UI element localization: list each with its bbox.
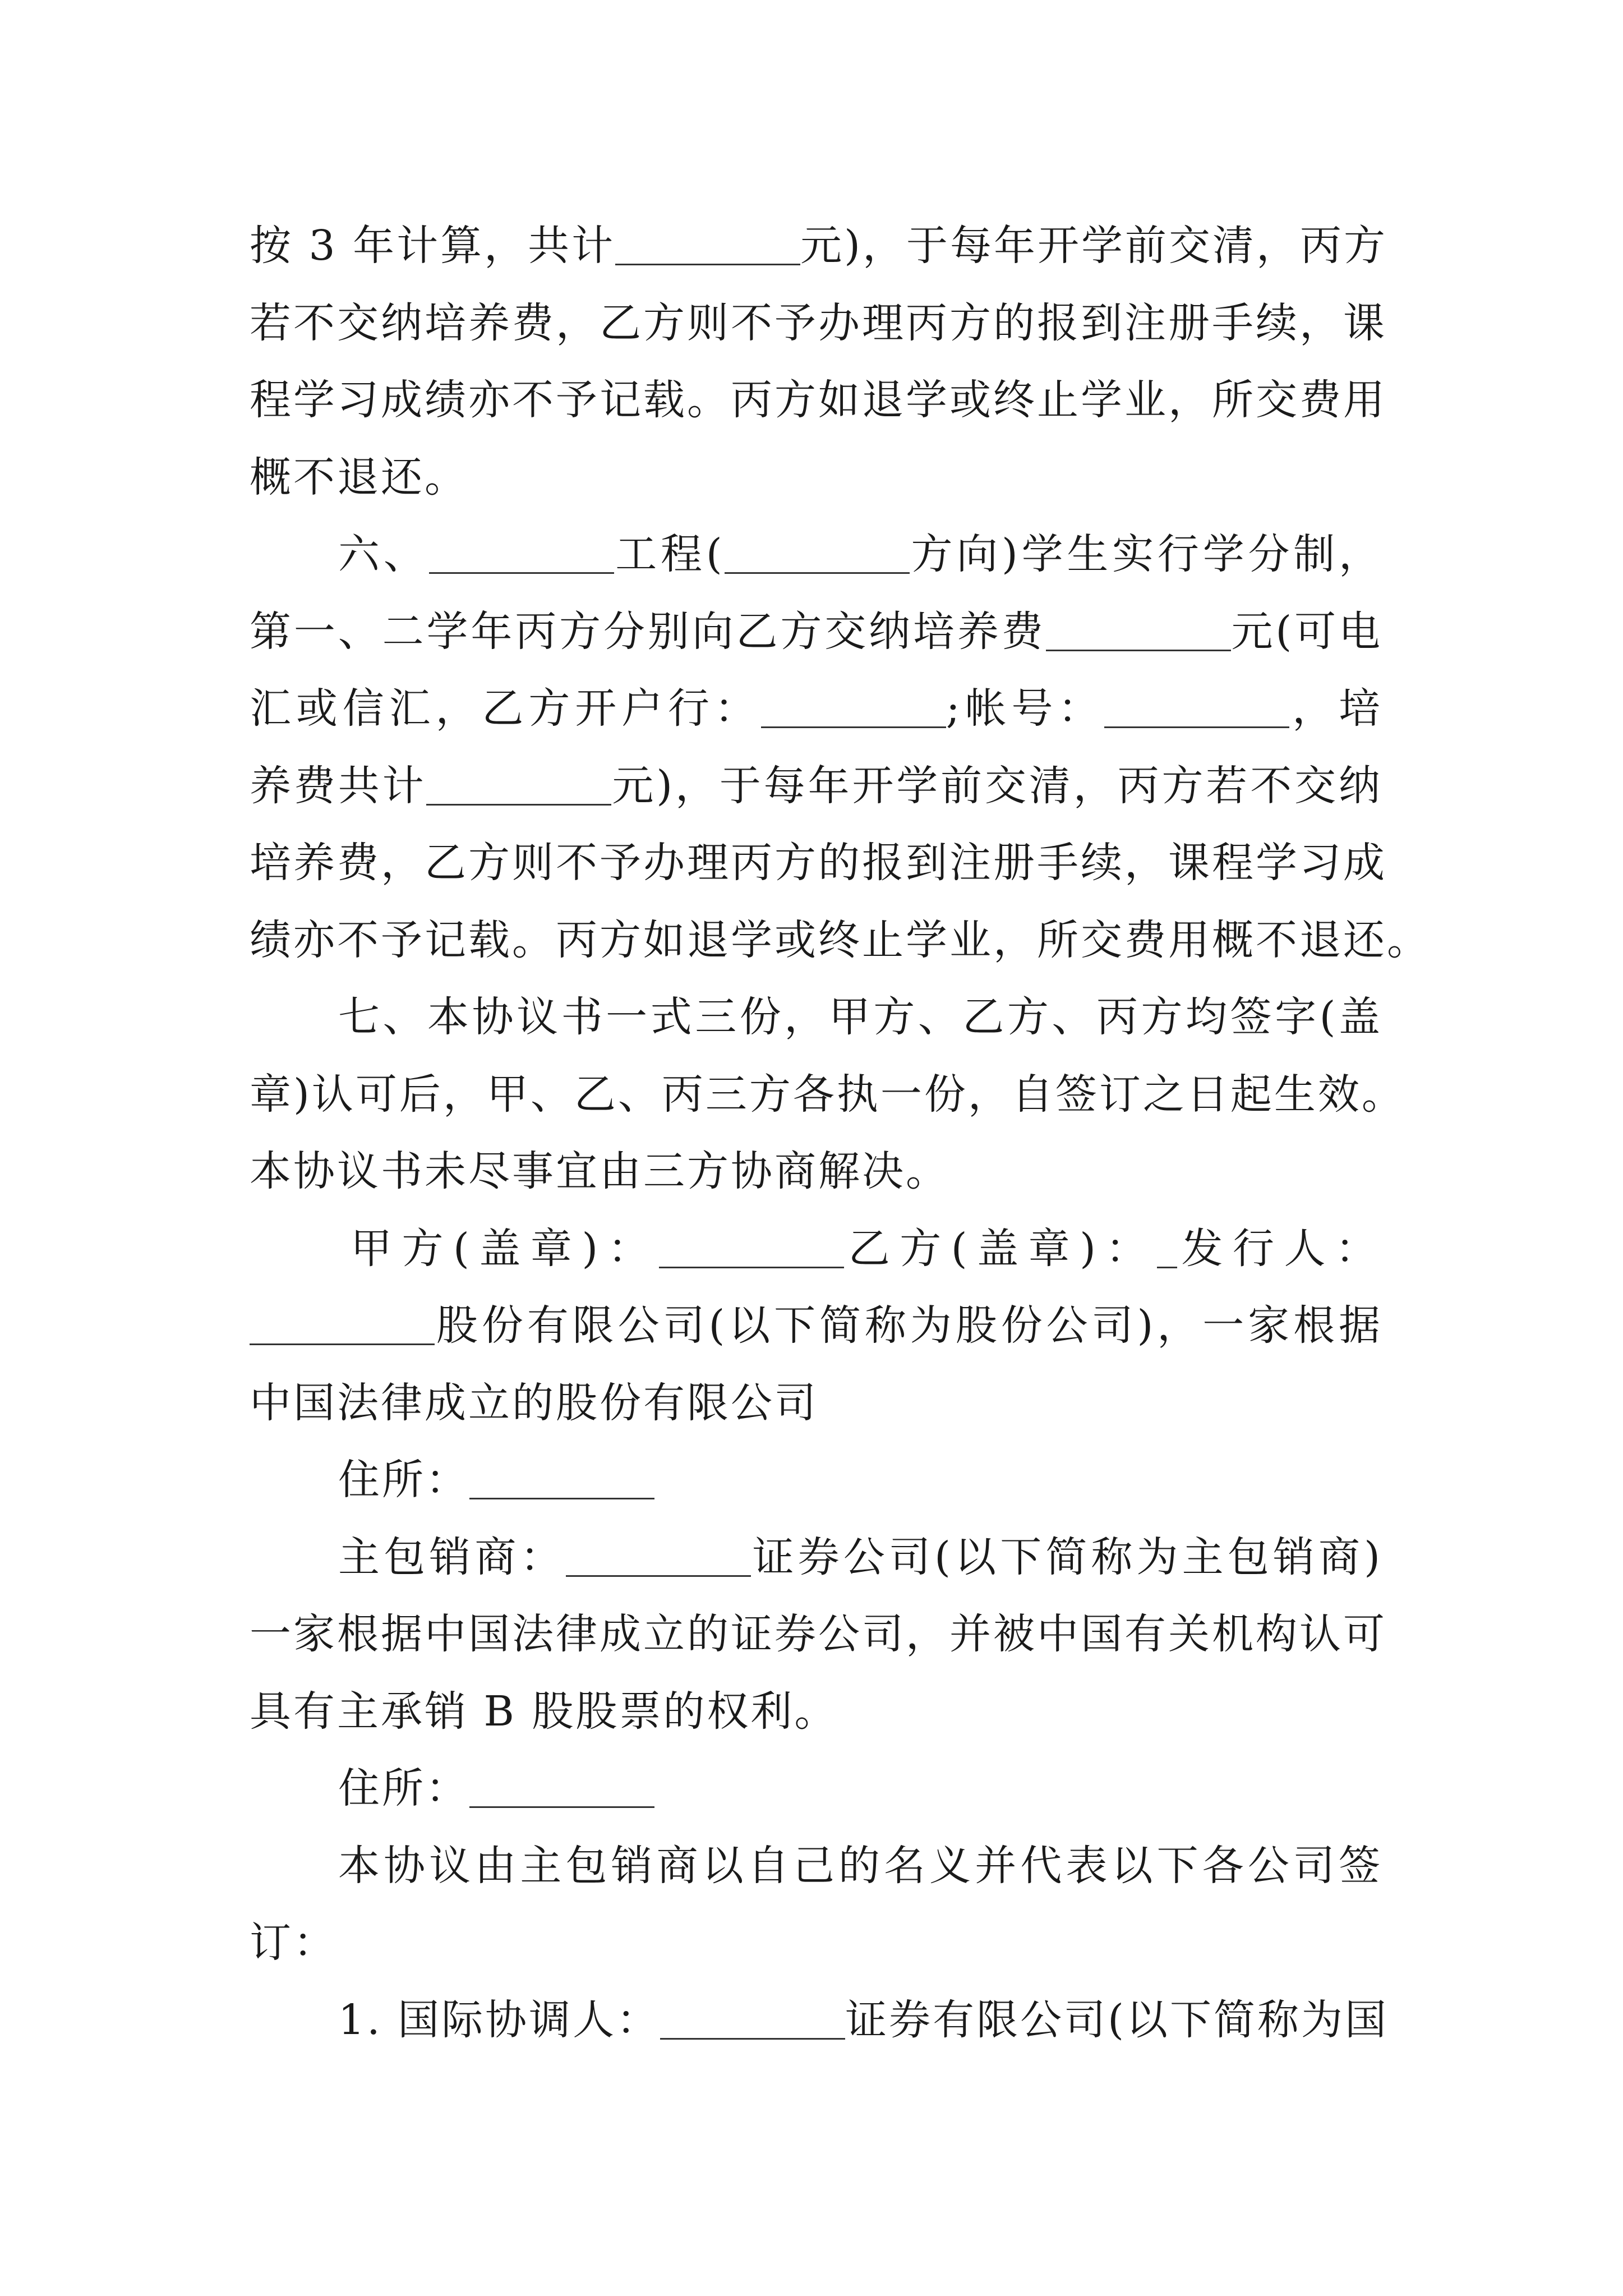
- text-segment: 绩亦不予记载。丙方如退学或终止学业，所交费用概不退还。: [250, 915, 1431, 964]
- text-segment: 具有主承销 B 股股票的权利。: [250, 1687, 838, 1736]
- blank-field: [426, 770, 611, 806]
- blank-field: [659, 1233, 844, 1268]
- blank-field: [660, 2004, 845, 2040]
- text-line: [250, 439, 1382, 517]
- text-segment: 主包销商：: [338, 1533, 566, 1581]
- blank-field: [1157, 1233, 1177, 1268]
- blank-field: [615, 230, 800, 265]
- text-segment: 住所：: [338, 1764, 469, 1812]
- text-line: [250, 1056, 1405, 1134]
- text-line: [250, 1596, 1387, 1673]
- text-segment: 股份有限公司(以下简称为股份公司)，一家根据: [435, 1301, 1382, 1350]
- text-segment: 元(可电: [1230, 607, 1383, 656]
- text-segment: ，培: [1289, 684, 1383, 733]
- blank-field: [761, 693, 946, 728]
- text-line: [250, 1673, 1382, 1751]
- blank-field: [1104, 693, 1289, 728]
- text-line: [250, 1365, 1382, 1442]
- text-segment: 1. 国际协调人：: [338, 1995, 661, 2044]
- text-line: [250, 285, 1387, 362]
- blank-field: [429, 539, 614, 574]
- text-line: [250, 208, 1388, 285]
- text-segment: 汇或信汇，乙方开户行：: [250, 684, 761, 733]
- text-line: [250, 593, 1382, 671]
- blank-field: [469, 1464, 654, 1499]
- text-line: [250, 362, 1387, 439]
- text-segment: 订：: [250, 1918, 337, 1967]
- text-segment: 程学习成绩亦不予记载。丙方如退学或终止学业，所交费用: [250, 376, 1387, 424]
- agreement-text: [250, 208, 1431, 2059]
- text-segment: 按 3 年计算，共计: [250, 222, 616, 270]
- blank-field: [725, 539, 910, 574]
- address-line: [250, 1442, 1382, 1519]
- text-line: [250, 516, 1382, 593]
- text-line: [250, 1982, 1389, 2059]
- blank-field: [250, 1310, 435, 1345]
- text-line: [250, 1519, 1382, 1596]
- text-segment: 概不退还。: [250, 453, 468, 501]
- blank-field: [566, 1542, 751, 1577]
- text-segment: 证券公司(以下简称为主包销商): [750, 1533, 1382, 1581]
- text-segment: 养费共计: [250, 761, 427, 810]
- text-line: [250, 825, 1387, 902]
- text-line: [250, 1828, 1382, 1905]
- text-segment: 乙方(盖章)：: [844, 1224, 1157, 1273]
- text-segment: 工程(: [614, 530, 725, 578]
- text-segment: 七、本协议书一式三份，甲方、乙方、丙方均签字(盖: [338, 993, 1382, 1041]
- text-segment: 中国法律成立的股份有限公司: [250, 1378, 818, 1427]
- text-line: [250, 670, 1382, 748]
- text-line: [250, 1133, 1382, 1211]
- text-segment: 方向)学生实行学分制，: [909, 530, 1382, 578]
- text-segment: 六、: [338, 530, 429, 578]
- text-segment: 住所：: [338, 1456, 469, 1504]
- text-line: [250, 1287, 1382, 1365]
- text-segment: 甲方(盖章)：: [351, 1224, 660, 1273]
- text-segment: 第一、二学年丙方分别向乙方交纳培养费: [250, 607, 1046, 656]
- address-line: [250, 1750, 1382, 1828]
- text-segment: 章)认可后，甲、乙、丙三方各执一份，自签订之日起生效。: [250, 1070, 1405, 1119]
- text-segment: 一家根据中国法律成立的证券公司，并被中国有关机构认可: [250, 1610, 1387, 1658]
- signature-line: [250, 1211, 1382, 1288]
- text-line: [250, 902, 1431, 979]
- text-line: [250, 1904, 1382, 1982]
- text-segment: 发行人：: [1177, 1224, 1382, 1273]
- text-segment: 本协议由主包销商以自己的名义并代表以下各公司签: [338, 1841, 1382, 1890]
- text-segment: 若不交纳培养费，乙方则不予办理丙方的报到注册手续，课: [250, 298, 1387, 347]
- text-segment: 元)，于每年开学前交清，丙方若不交纳: [611, 761, 1383, 810]
- text-segment: ;帐号：: [946, 684, 1105, 733]
- text-segment: 元)，于每年开学前交清，丙方: [800, 222, 1388, 270]
- blank-field: [469, 1773, 654, 1808]
- text-segment: 证券有限公司(以下简称为国: [845, 1995, 1389, 2044]
- blank-field: [1046, 616, 1231, 651]
- text-line: [250, 748, 1382, 825]
- text-line: [250, 979, 1382, 1056]
- text-segment: 本协议书未尽事宜由三方协商解决。: [250, 1147, 949, 1195]
- text-segment: 培养费，乙方则不予办理丙方的报到注册手续，课程学习成: [250, 839, 1387, 887]
